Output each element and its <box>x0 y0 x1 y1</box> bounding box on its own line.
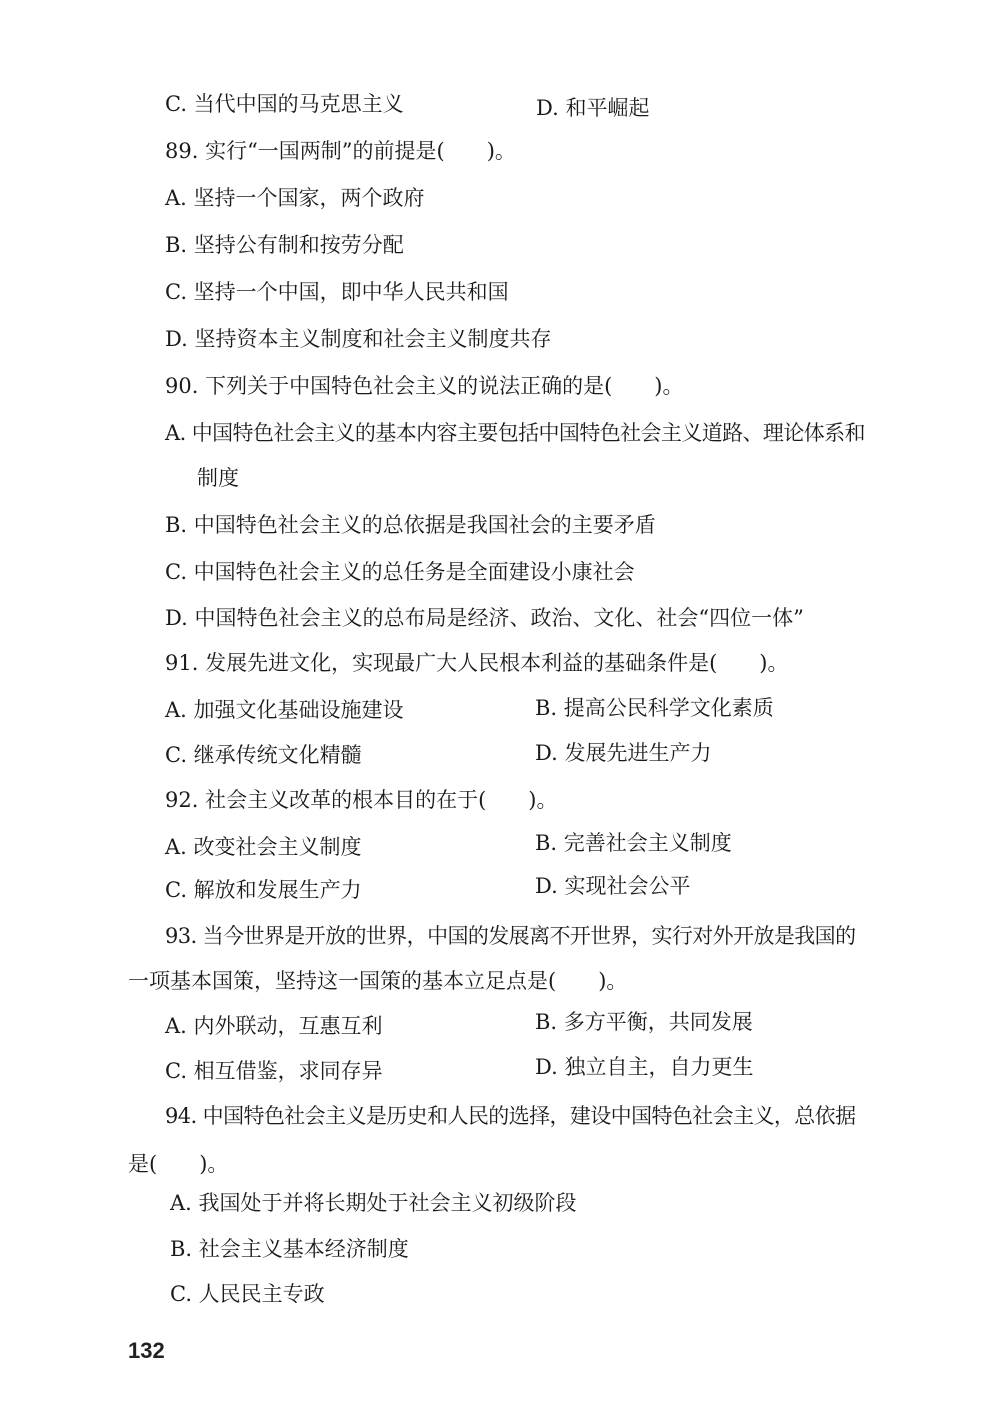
q89-option-d: D. 坚持资本主义制度和社会主义制度共存 <box>165 327 552 351</box>
q90-option-c: C. 中国特色社会主义的总任务是全面建设小康社会 <box>165 560 635 584</box>
q92-question: 92. 社会主义改革的根本目的在于( )。 <box>165 788 558 812</box>
q90-option-a-line1: A. 中国特色社会主义的基本内容主要包括中国特色社会主义道路、理论体系和 <box>165 421 865 445</box>
q89-option-b: B. 坚持公有制和按劳分配 <box>165 233 404 257</box>
q90-option-b: B. 中国特色社会主义的总依据是我国社会的主要矛盾 <box>165 513 656 537</box>
q91-option-c: C. 继承传统文化精髓 <box>165 743 362 767</box>
q91-option-d: D. 发展先进生产力 <box>535 741 712 765</box>
q91-option-a: A. 加强文化基础设施建设 <box>165 698 404 722</box>
q94-option-a: A. 我国处于并将长期处于社会主义初级阶段 <box>170 1191 577 1215</box>
q90-question: 90. 下列关于中国特色社会主义的说法正确的是( )。 <box>165 374 684 398</box>
q90-option-a-line2: 制度 <box>197 466 239 490</box>
q92-option-c: C. 解放和发展生产力 <box>165 878 362 902</box>
q89-option-c: C. 坚持一个中国，即中华人民共和国 <box>165 280 509 304</box>
q91-option-b: B. 提高公民科学文化素质 <box>535 696 774 720</box>
q94-option-b: B. 社会主义基本经济制度 <box>170 1237 409 1261</box>
q93-option-d: D. 独立自主，自力更生 <box>535 1055 754 1079</box>
q93-question-line2: 一项基本国策，坚持这一国策的基本立足点是( )。 <box>128 969 628 993</box>
q93-option-c: C. 相互借鉴，求同存异 <box>165 1059 383 1083</box>
q94-option-c: C. 人民民主专政 <box>170 1282 325 1306</box>
q94-question-line2: 是( )。 <box>128 1152 229 1176</box>
q89-option-a: A. 坚持一个国家，两个政府 <box>165 186 425 210</box>
q91-question: 91. 发展先进文化，实现最广大人民根本利益的基础条件是( )。 <box>165 651 789 675</box>
q88-option-d: D. 和平崛起 <box>536 96 650 120</box>
q92-option-a: A. 改变社会主义制度 <box>165 835 362 859</box>
q88-option-c: C. 当代中国的马克思主义 <box>165 92 404 116</box>
page-number: 132 <box>128 1338 165 1363</box>
q92-option-d: D. 实现社会公平 <box>535 874 691 898</box>
q93-option-a: A. 内外联动，互惠互利 <box>165 1014 383 1038</box>
q93-question-line1: 93. 当今世界是开放的世界，中国的发展离不开世界，实行对外开放是我国的 <box>165 924 856 948</box>
q92-option-b: B. 完善社会主义制度 <box>535 831 732 855</box>
q94-question-line1: 94. 中国特色社会主义是历史和人民的选择，建设中国特色社会主义，总依据 <box>165 1104 856 1128</box>
q89-question: 89. 实行“一国两制”的前提是( )。 <box>165 139 516 163</box>
q90-option-d: D. 中国特色社会主义的总布局是经济、政治、文化、社会“四位一体” <box>165 606 804 630</box>
q93-option-b: B. 多方平衡，共同发展 <box>535 1010 753 1034</box>
